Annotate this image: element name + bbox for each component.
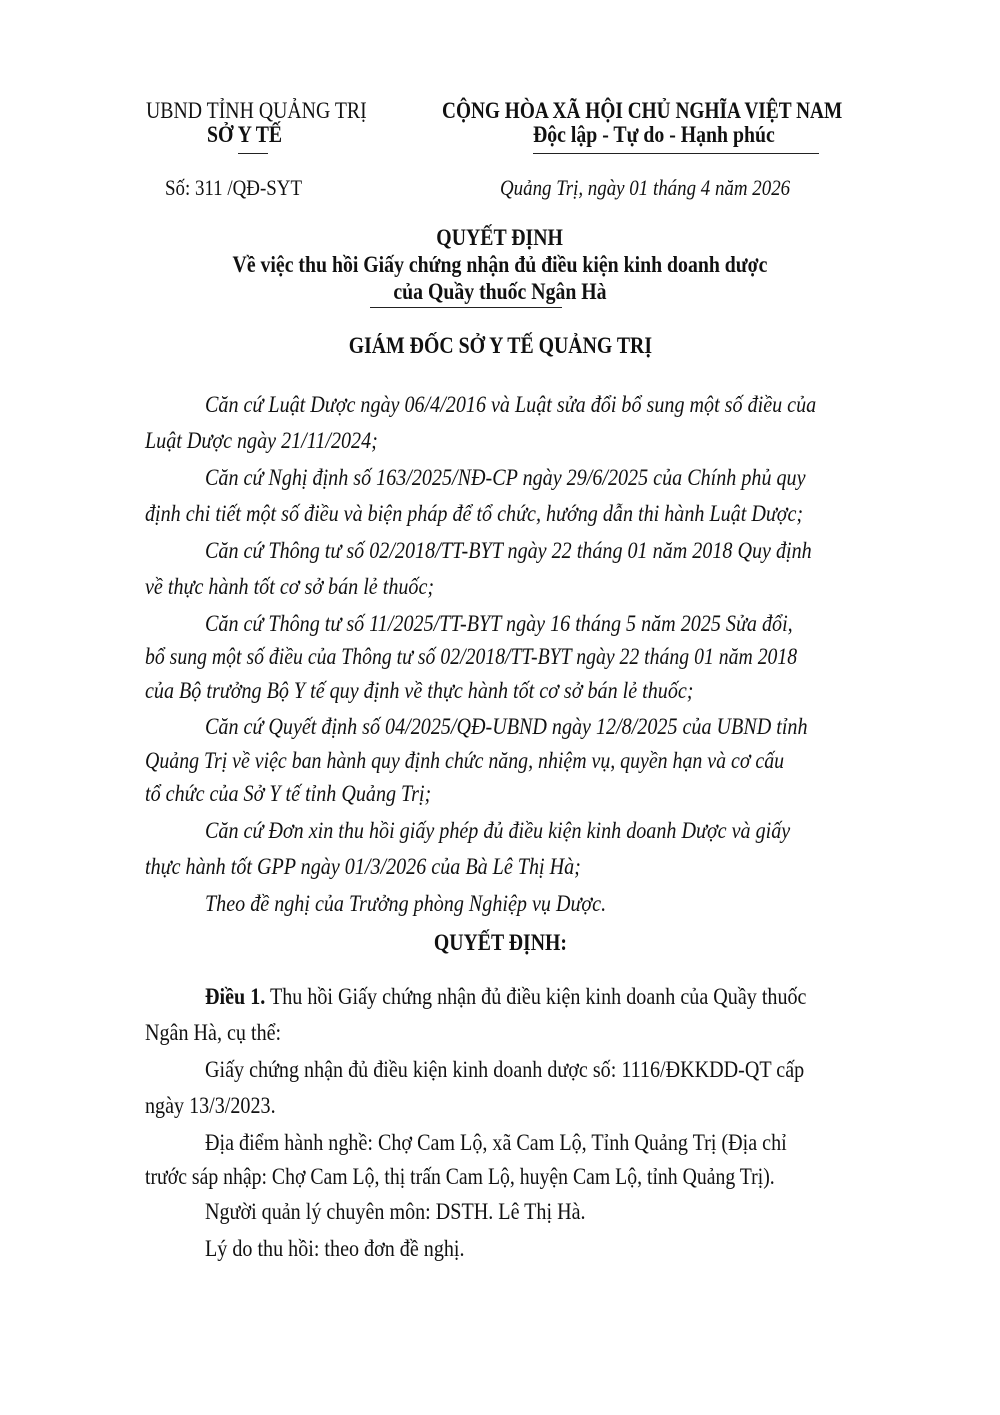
preamble-line: bổ sung một số điều của Thông tư số 02/2018/TT-BYT ngày 22 tháng 01 năm 2018 [145,644,798,670]
subject-line-2: của Quầy thuốc Ngân Hà [393,279,607,304]
article-1-line: Người quản lý chuyên môn: DSTH. Lê Thị Hà. [205,1199,586,1225]
document-type: QUYẾT ĐỊNH [436,225,564,250]
article-1-line: ngày 13/3/2023. [145,1093,276,1119]
preamble-line: Căn cứ Thông tư số 02/2018/TT-BYT ngày 22 tháng 01 năm 2018 Quy định [205,538,812,564]
national-motto: Độc lập - Tự do - Hạnh phúc [533,122,775,147]
preamble-line: của Bộ trưởng Bộ Y tế quy định về thực hành tốt cơ sở bán lẻ thuốc; [145,678,694,704]
subject-underline [370,307,562,308]
article-1-label: Điều 1. [205,984,266,1010]
agency-underline [238,153,268,154]
motto-underline [533,153,819,154]
preamble-line: Căn cứ Luật Dược ngày 06/4/2016 và Luật sửa đổi bổ sung một số điều của [205,392,817,418]
nation-title: CỘNG HÒA XÃ HỘI CHỦ NGHĨA VIỆT NAM [442,98,843,123]
preamble-line: Luật Dược ngày 21/11/2024; [145,428,378,454]
preamble-line: tổ chức của Sở Y tế tỉnh Quảng Trị; [145,781,432,807]
decision-heading: QUYẾT ĐỊNH: [433,930,567,955]
subject-line-1: Về việc thu hồi Giấy chứng nhận đủ điều kiện kinh doanh dược [232,252,768,277]
issuing-authority: GIÁM ĐỐC SỞ Y TẾ QUẢNG TRỊ [348,333,652,358]
article-1-line: Điều 1. Thu hồi Giấy chứng nhận đủ điều kiện kinh doanh của Quầy thuốc [205,984,807,1010]
preamble-line: thực hành tốt GPP ngày 01/3/2026 của Bà Lê Thị Hà; [145,854,581,880]
preamble-line: Quảng Trị về việc ban hành quy định chức năng, nhiệm vụ, quyền hạn và cơ cấu [145,748,785,774]
preamble-line: về thực hành tốt cơ sở bán lẻ thuốc; [145,574,435,600]
article-1-line: trước sáp nhập: Chợ Cam Lộ, thị trấn Cam Lộ, huyện Cam Lộ, tỉnh Quảng Trị). [145,1164,775,1190]
preamble-line: Căn cứ Đơn xin thu hồi giấy phép đủ điều kiện kinh doanh Dược và giấy [205,818,791,844]
article-1-line: Ngân Hà, cụ thể: [145,1020,282,1046]
preamble-line: Căn cứ Thông tư số 11/2025/TT-BYT ngày 16 tháng 5 năm 2025 Sửa đổi, [205,611,793,637]
agency-parent: UBND TỈNH QUẢNG TRỊ [146,98,367,123]
preamble-line: Theo đề nghị của Trưởng phòng Nghiệp vụ Dược. [205,891,607,917]
article-1-line: Lý do thu hồi: theo đơn đề nghị. [205,1236,465,1262]
place-date: Quảng Trị, ngày 01 tháng 4 năm 2026 [500,175,791,200]
article-1-line: Giấy chứng nhận đủ điều kiện kinh doanh dược số: 1116/ĐKKDD-QT cấp [205,1057,805,1083]
document-number: Số: 311 /QĐ-SYT [165,175,303,200]
preamble-line: Căn cứ Nghị định số 163/2025/NĐ-CP ngày 29/6/2025 của Chính phủ quy [205,465,806,491]
preamble-line: định chi tiết một số điều và biện pháp để tổ chức, hướng dẫn thi hành Luật Dược; [145,501,804,527]
article-1-line: Địa điểm hành nghề: Chợ Cam Lộ, xã Cam Lộ, Tỉnh Quảng Trị (Địa chỉ [205,1130,787,1156]
agency-name: SỞ Y TẾ [207,122,283,147]
preamble-line: Căn cứ Quyết định số 04/2025/QĐ-UBND ngày 12/8/2025 của UBND tỉnh [205,714,808,740]
